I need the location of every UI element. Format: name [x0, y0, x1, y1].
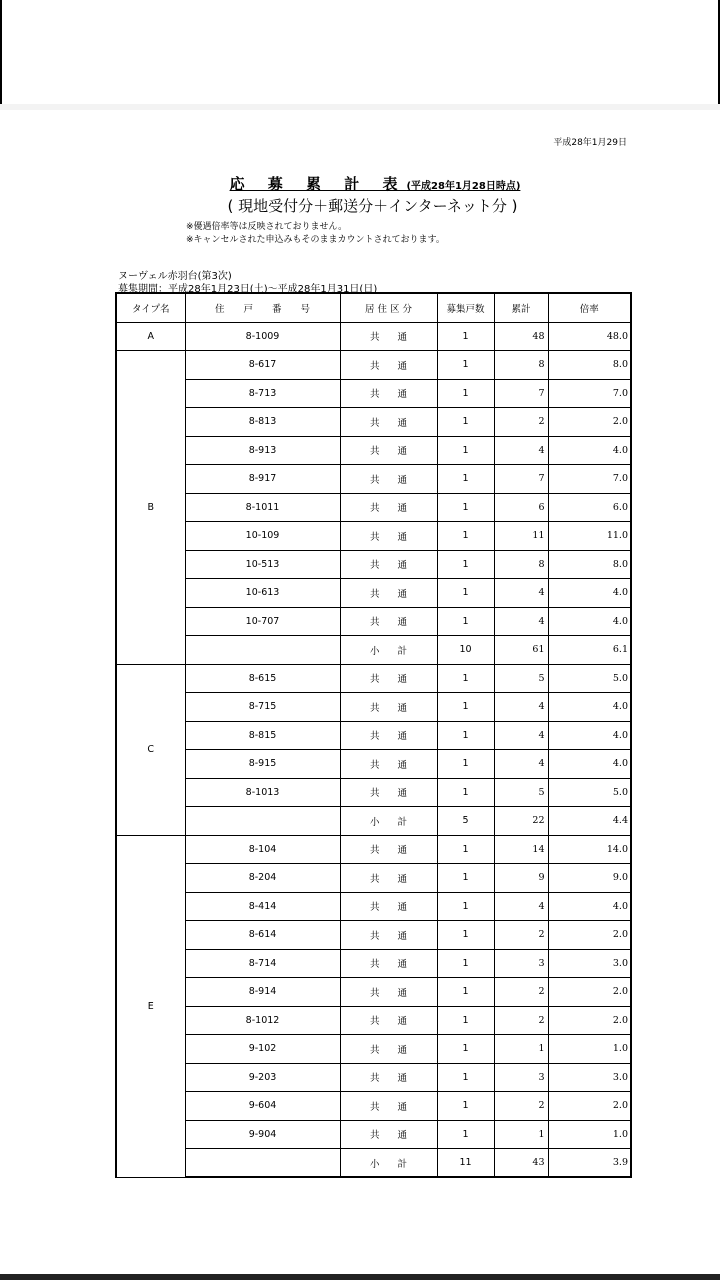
cumulative-total: 7: [494, 465, 548, 494]
category-label: 共 通: [369, 446, 407, 458]
category-label: 共 通: [369, 332, 407, 344]
table-row: [116, 921, 631, 950]
application-rate: 8.0: [548, 351, 631, 380]
cumulative-total: 4: [494, 579, 548, 608]
unit-count: 1: [437, 978, 494, 1007]
residence-category: [340, 721, 437, 750]
cumulative-total: 2: [494, 978, 548, 1007]
unit-number: 8-913: [185, 436, 340, 465]
category-label: 共 通: [369, 1073, 407, 1085]
table-row: [116, 351, 631, 380]
table-row: [116, 835, 631, 864]
note-line: ※キャンセルされた申込みもそのままカウントされております。: [186, 235, 445, 245]
unit-number: 8-1013: [185, 778, 340, 807]
category-label: 共 通: [369, 902, 407, 914]
application-rate: 9.0: [548, 864, 631, 893]
residence-category: [340, 664, 437, 693]
table-row: [116, 522, 631, 551]
application-rate: 4.0: [548, 693, 631, 722]
table-row: [116, 1063, 631, 1092]
subtotal-row: [116, 807, 631, 836]
cumulative-total: 1: [494, 1035, 548, 1064]
residence-category: [340, 322, 437, 351]
residence-category: [340, 408, 437, 437]
unit-number: 8-414: [185, 892, 340, 921]
unit-count: 1: [437, 921, 494, 950]
unit-count: 1: [437, 721, 494, 750]
application-rate: 3.9: [548, 1149, 631, 1178]
table-row: [116, 379, 631, 408]
category-label: 共 通: [369, 731, 407, 743]
header-rate: 倍率: [548, 293, 631, 322]
cumulative-total: 4: [494, 721, 548, 750]
residence-category: [340, 693, 437, 722]
residence-category: [340, 465, 437, 494]
type-cell: C: [116, 664, 185, 835]
table-row: [116, 693, 631, 722]
unit-number: 10-613: [185, 579, 340, 608]
table-row: [116, 607, 631, 636]
table-row: [116, 465, 631, 494]
table-body: [116, 322, 631, 1177]
residence-category: [340, 1092, 437, 1121]
category-label: 共 通: [369, 503, 407, 515]
unit-number: [185, 807, 340, 836]
residence-category: [340, 1149, 437, 1178]
unit-number: 8-917: [185, 465, 340, 494]
cumulative-total: 22: [494, 807, 548, 836]
unit-count: 1: [437, 379, 494, 408]
cumulative-total: 4: [494, 436, 548, 465]
category-label: 共 通: [369, 759, 407, 771]
unit-number: 8-815: [185, 721, 340, 750]
table-row: [116, 1120, 631, 1149]
category-label: 共 通: [369, 1101, 407, 1113]
category-label: 共 通: [369, 702, 407, 714]
note-line: ※優遇倍率等は反映されておりません。: [186, 222, 348, 232]
unit-count: 1: [437, 607, 494, 636]
table-row: [116, 408, 631, 437]
cumulative-total: 3: [494, 949, 548, 978]
unit-count: 1: [437, 1063, 494, 1092]
unit-number: 9-102: [185, 1035, 340, 1064]
cumulative-total: 4: [494, 607, 548, 636]
application-rate: 2.0: [548, 978, 631, 1007]
property-name: ヌーヴェル赤羽台(第3次): [118, 271, 232, 282]
viewer-bottom-bar: [0, 1274, 720, 1280]
unit-count: 5: [437, 807, 494, 836]
notes: [186, 221, 445, 247]
category-label: 共 通: [369, 531, 407, 543]
application-rate: 2.0: [548, 921, 631, 950]
table-row: [116, 864, 631, 893]
table-row: [116, 1035, 631, 1064]
unit-count: 11: [437, 1149, 494, 1178]
unit-count: 10: [437, 636, 494, 665]
application-rate: 48.0: [548, 322, 631, 351]
application-rate: 4.0: [548, 607, 631, 636]
cumulative-total: 6: [494, 493, 548, 522]
table-row: [116, 579, 631, 608]
document-date: 平成28年1月29日: [553, 138, 627, 148]
table-row: [116, 721, 631, 750]
table-row: [116, 1006, 631, 1035]
unit-count: 1: [437, 778, 494, 807]
residence-category: [340, 807, 437, 836]
residence-category: [340, 1120, 437, 1149]
unit-count: 1: [437, 351, 494, 380]
cumulative-total: 2: [494, 1092, 548, 1121]
residence-category: [340, 750, 437, 779]
residence-category: [340, 636, 437, 665]
unit-count: 1: [437, 465, 494, 494]
unit-number: 8-204: [185, 864, 340, 893]
application-rate: 5.0: [548, 778, 631, 807]
category-label: 共 通: [369, 1016, 407, 1028]
application-rate: 4.4: [548, 807, 631, 836]
category-label: 共 通: [369, 617, 407, 629]
viewer-top-bar: [0, 0, 720, 107]
cumulative-total: 2: [494, 408, 548, 437]
application-rate: 3.0: [548, 1063, 631, 1092]
cumulative-total: 8: [494, 550, 548, 579]
category-label: 共 通: [369, 788, 407, 800]
application-rate: 4.0: [548, 436, 631, 465]
residence-category: [340, 550, 437, 579]
cumulative-total: 8: [494, 351, 548, 380]
table-row: [116, 778, 631, 807]
category-label: 共 通: [369, 389, 407, 401]
category-label: 共 通: [369, 1044, 407, 1056]
category-label: 共 通: [369, 930, 407, 942]
table-row: [116, 949, 631, 978]
unit-count: 1: [437, 1120, 494, 1149]
table-row: [116, 322, 631, 351]
residence-category: [340, 864, 437, 893]
cumulative-total: 4: [494, 892, 548, 921]
cumulative-total: 7: [494, 379, 548, 408]
application-rate: 5.0: [548, 664, 631, 693]
category-label: 共 通: [369, 845, 407, 857]
residence-category: [340, 607, 437, 636]
unit-count: 1: [437, 408, 494, 437]
application-rate: 4.0: [548, 721, 631, 750]
unit-number: 8-614: [185, 921, 340, 950]
category-label: 共 通: [369, 674, 407, 686]
residence-category: [340, 522, 437, 551]
unit-count: 1: [437, 949, 494, 978]
table-row: [116, 892, 631, 921]
type-cell: E: [116, 835, 185, 1177]
subtotal-row: [116, 636, 631, 665]
application-table: [115, 292, 632, 1178]
cumulative-total: 48: [494, 322, 548, 351]
application-rate: 6.1: [548, 636, 631, 665]
unit-number: 8-617: [185, 351, 340, 380]
unit-count: 1: [437, 1092, 494, 1121]
unit-number: 10-707: [185, 607, 340, 636]
unit-number: 9-203: [185, 1063, 340, 1092]
cumulative-total: 4: [494, 693, 548, 722]
residence-category: [340, 351, 437, 380]
unit-number: 9-604: [185, 1092, 340, 1121]
residence-category: [340, 579, 437, 608]
application-rate: 7.0: [548, 379, 631, 408]
application-rate: 3.0: [548, 949, 631, 978]
unit-number: 8-813: [185, 408, 340, 437]
cumulative-total: 4: [494, 750, 548, 779]
application-rate: 14.0: [548, 835, 631, 864]
unit-number: 10-513: [185, 550, 340, 579]
unit-count: 1: [437, 493, 494, 522]
unit-count: 1: [437, 693, 494, 722]
category-label: 小 計: [369, 1158, 407, 1170]
unit-count: 1: [437, 664, 494, 693]
category-label: 共 通: [369, 474, 407, 486]
category-label: 共 通: [369, 873, 407, 885]
unit-number: 8-915: [185, 750, 340, 779]
residence-category: [340, 778, 437, 807]
residence-category: [340, 436, 437, 465]
header-category: 居 住 区 分: [340, 293, 437, 322]
table-row: [116, 1092, 631, 1121]
unit-number: 8-914: [185, 978, 340, 1007]
cumulative-total: 2: [494, 1006, 548, 1035]
header-unit: 住 戸 番 号: [185, 293, 340, 322]
cumulative-total: 11: [494, 522, 548, 551]
application-rate: 2.0: [548, 1006, 631, 1035]
unit-number: 8-715: [185, 693, 340, 722]
unit-count: 1: [437, 322, 494, 351]
unit-count: 1: [437, 522, 494, 551]
table-header-row: [116, 293, 631, 322]
cumulative-total: 61: [494, 636, 548, 665]
title-main-text: 応 募 累 計 表: [229, 175, 407, 193]
cumulative-total: 43: [494, 1149, 548, 1178]
residence-category: [340, 892, 437, 921]
unit-number: 8-713: [185, 379, 340, 408]
application-rate: 2.0: [548, 1092, 631, 1121]
category-label: 共 通: [369, 1130, 407, 1142]
category-label: 共 通: [369, 360, 407, 372]
residence-category: [340, 949, 437, 978]
application-rate: 4.0: [548, 750, 631, 779]
page-title: [230, 175, 521, 193]
unit-count: 1: [437, 835, 494, 864]
unit-count: 1: [437, 864, 494, 893]
unit-count: 1: [437, 1006, 494, 1035]
application-rate: 4.0: [548, 579, 631, 608]
unit-number: 8-714: [185, 949, 340, 978]
category-label: 小 計: [369, 645, 407, 657]
category-label: 共 通: [369, 417, 407, 429]
application-rate: 4.0: [548, 892, 631, 921]
unit-count: 1: [437, 550, 494, 579]
residence-category: [340, 921, 437, 950]
page-subtitle: ( 現地受付分＋郵送分＋インターネット分 ): [227, 197, 518, 215]
header-total: 累計: [494, 293, 548, 322]
application-rate: 11.0: [548, 522, 631, 551]
application-rate: 6.0: [548, 493, 631, 522]
residence-category: [340, 978, 437, 1007]
table-row: [116, 750, 631, 779]
type-cell: B: [116, 351, 185, 665]
cumulative-total: 2: [494, 921, 548, 950]
category-label: 共 通: [369, 560, 407, 572]
table-row: [116, 978, 631, 1007]
table-row: [116, 493, 631, 522]
unit-count: 1: [437, 892, 494, 921]
unit-number: 8-104: [185, 835, 340, 864]
category-label: 共 通: [369, 987, 407, 999]
application-rate: 7.0: [548, 465, 631, 494]
application-rate: 8.0: [548, 550, 631, 579]
residence-category: [340, 1063, 437, 1092]
unit-number: [185, 636, 340, 665]
table-row: [116, 436, 631, 465]
cumulative-total: 14: [494, 835, 548, 864]
unit-number: 8-1011: [185, 493, 340, 522]
unit-number: 9-904: [185, 1120, 340, 1149]
residence-category: [340, 379, 437, 408]
residence-category: [340, 835, 437, 864]
unit-number: 8-1012: [185, 1006, 340, 1035]
residence-category: [340, 1006, 437, 1035]
subtotal-row: [116, 1149, 631, 1178]
category-label: 共 通: [369, 959, 407, 971]
application-period: 募集期間：平成28年1月23日(土)～平成28年1月31日(日): [118, 284, 378, 295]
cumulative-total: 1: [494, 1120, 548, 1149]
residence-category: [340, 493, 437, 522]
unit-number: 10-109: [185, 522, 340, 551]
cumulative-total: 5: [494, 664, 548, 693]
residence-category: [340, 1035, 437, 1064]
table-row: [116, 664, 631, 693]
unit-count: 1: [437, 1035, 494, 1064]
unit-count: 1: [437, 579, 494, 608]
unit-number: 8-1009: [185, 322, 340, 351]
unit-number: 8-615: [185, 664, 340, 693]
application-rate: 2.0: [548, 408, 631, 437]
viewer-gap: [0, 104, 720, 110]
unit-count: 1: [437, 750, 494, 779]
cumulative-total: 9: [494, 864, 548, 893]
application-rate: 1.0: [548, 1120, 631, 1149]
header-type: タイプ名: [116, 293, 185, 322]
title-block: [0, 173, 720, 194]
title-date: (平成28年1月28日時点): [406, 181, 521, 192]
cumulative-total: 3: [494, 1063, 548, 1092]
type-cell: A: [116, 322, 185, 351]
header-count: 募集戸数: [437, 293, 494, 322]
unit-count: 1: [437, 436, 494, 465]
application-rate: 1.0: [548, 1035, 631, 1064]
category-label: 小 計: [369, 816, 407, 828]
table-row: [116, 550, 631, 579]
unit-number: [185, 1149, 340, 1178]
cumulative-total: 5: [494, 778, 548, 807]
category-label: 共 通: [369, 588, 407, 600]
